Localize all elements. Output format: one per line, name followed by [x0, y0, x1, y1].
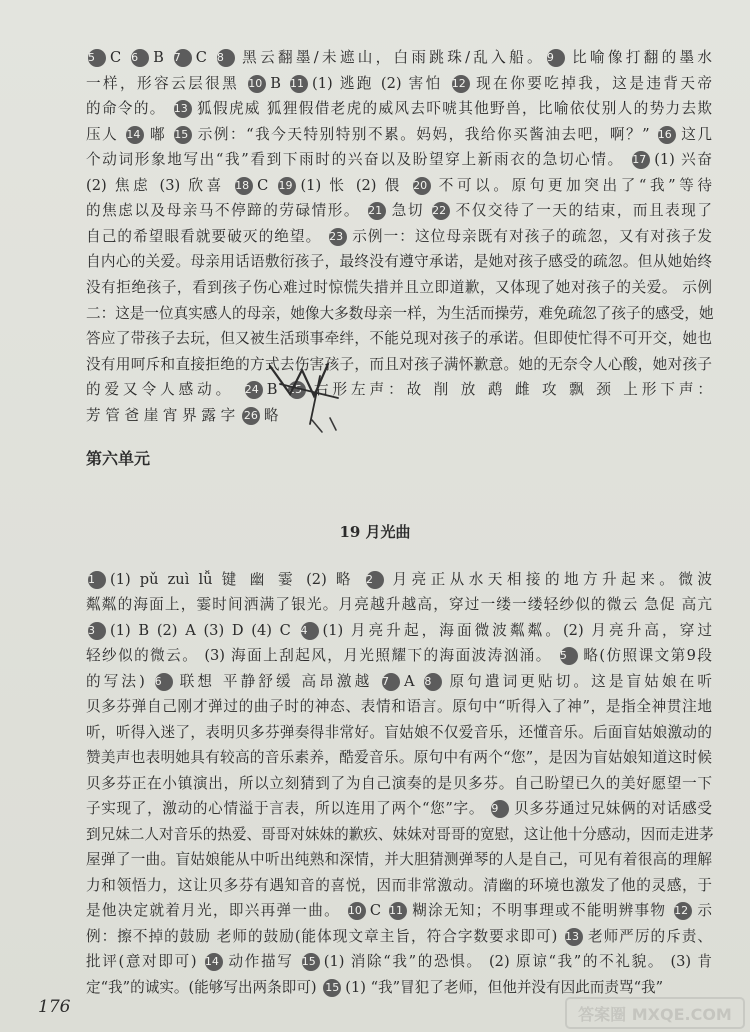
question-number-badge: 9	[547, 49, 565, 67]
text-line	[86, 926, 712, 948]
answer-text: 贝多芬正在小镇演出，所以立刻猜到了为自己演奏的是贝多芬。自己盼望已久的美好愿望一下	[86, 774, 712, 792]
question-number-badge: 23	[329, 228, 347, 246]
question-number-badge: 15	[174, 126, 192, 144]
watermark-logo	[560, 992, 750, 1032]
answer-text: 联想 平静舒缓 高昂激越	[176, 672, 381, 690]
answer-text: (1) 月亮升起，海面微波粼粼。(2) 月亮升高，穿过	[322, 621, 712, 639]
answer-text: 轻纱似的微云。 (3) 海面上刮起风，月光照耀下的海面波涛汹涌。	[86, 647, 558, 665]
answer-text: 老师严厉的斥责、	[586, 927, 712, 945]
answer-text: C	[369, 902, 387, 920]
answer-text: 自己的希望眼看就要破灭的绝望。	[86, 227, 328, 245]
question-number-badge: 14	[205, 953, 223, 971]
text-line	[86, 47, 712, 69]
answer-text: 狐假虎威 狐狸假借老虎的威风去吓唬其他野兽，比喻依仗别人的势力去欺	[195, 100, 712, 118]
question-number-badge: 11	[389, 902, 407, 920]
answer-text: (1) “我”冒犯了老师，但他并没有因此而责骂“我”	[345, 978, 664, 996]
answer-text: 答应了带孩子去玩，但又被生活琐事牵绊，不能兑现对孩子的承诺。但即使忙得不可开交，她也	[86, 330, 712, 348]
text-line	[86, 875, 712, 897]
text-line	[86, 773, 712, 795]
answer-text: 批评(意对即可)	[86, 953, 203, 971]
text-line	[86, 900, 712, 922]
answer-text: 略	[263, 406, 279, 424]
question-number-badge: 25	[288, 381, 306, 399]
answer-text: 到兄妹二人对音乐的热爱、哥哥对妹妹的歉疚、妹妹对哥哥的宽慰，这让他十分感动，因而走进茅	[86, 825, 714, 843]
question-number-badge: 18	[235, 177, 253, 195]
text-line	[86, 696, 712, 718]
text-line	[86, 277, 712, 299]
answer-text: 急切	[390, 202, 431, 220]
answer-text: 的写法)	[86, 672, 153, 690]
answer-text: 月亮正从水天相接的地方升起来。微波	[388, 571, 712, 588]
answer-text: (1) 逃跑 (2) 害怕	[312, 74, 450, 92]
question-number-badge: 15	[302, 953, 320, 971]
answer-text: (1) 消除“我”的恐惧。 (2) 原谅“我”的不礼貌。 (3) 肯	[323, 953, 713, 971]
answer-text: 二：这是一位真实感人的母亲，她像大多数母亲一样，为生活而操劳，难免疏忽了孩子的感受，她	[86, 304, 714, 322]
answer-text: 不仅交待了一天的结束，而且表现了	[454, 202, 712, 220]
answer-text: 现在你要吃掉我，这是违背天帝	[473, 74, 713, 92]
question-number-badge: 7	[382, 673, 400, 691]
answer-text: (1) B (2) A (3) D (4) C	[110, 621, 299, 639]
question-number-badge: 12	[674, 902, 692, 920]
text-line	[86, 798, 712, 820]
answer-text: 是他决定就着月光，即兴再弹一曲。	[86, 902, 346, 920]
text-line	[86, 645, 712, 667]
answer-text: C	[195, 49, 215, 66]
answer-text: 示例：“我今天特别特别不累。妈妈，我给你买酱油去吧，啊？”	[196, 125, 656, 143]
answer-text: 示	[696, 902, 712, 920]
text-line	[86, 747, 712, 769]
answer-text: 听，听得入迷了，表明贝多芬弹奏得非常好。盲姑娘不仅爱音乐，还懂音乐。后面盲姑娘激动的	[86, 723, 712, 741]
question-number-badge: 8	[217, 49, 235, 67]
text-line	[86, 849, 712, 871]
question-number-badge: 6	[155, 673, 173, 691]
text-line	[86, 824, 712, 846]
answer-text: 的爱又令人感动。	[86, 381, 243, 399]
question-number-badge: 10	[348, 902, 366, 920]
answer-text: 例：擦不掉的鼓励 老师的鼓励(能体现文章主旨，符合字数要求即可)	[86, 927, 563, 945]
answer-text: 子实现了，激动的心情溢于言表，所以连用了两个“您”字。	[86, 800, 490, 818]
answer-text: B	[153, 49, 172, 66]
question-number-badge: 17	[632, 151, 650, 169]
text-line	[86, 303, 712, 325]
answer-text: 贝多芬弹自己刚才弹过的曲子时的神态、表情和语言。原句中“听得入了神”，是指全神贯注地	[86, 698, 712, 716]
answer-text: C	[257, 176, 277, 194]
text-line	[86, 951, 712, 973]
text-line	[86, 569, 712, 591]
question-number-badge: 26	[242, 407, 260, 425]
question-number-badge: 16	[658, 126, 676, 144]
text-line	[86, 175, 712, 197]
lesson-title: 19 月光曲	[339, 523, 411, 541]
answer-text: 的命令的。	[86, 100, 172, 118]
answer-text: (2) 焦虑 (3) 欣喜	[86, 176, 234, 194]
answer-text: A	[404, 672, 423, 690]
answer-text: 黑云翻墨/未遮山，白雨跳珠/乱入船。	[238, 49, 545, 66]
answer-text: 定“我”的诚实。(能够写出两条即可)	[86, 978, 322, 996]
text-line	[86, 98, 712, 120]
question-number-badge: 14	[126, 126, 144, 144]
question-number-badge: 24	[245, 381, 263, 399]
text-line	[86, 620, 712, 642]
answer-text: 芳 管 爸 崖 宵 界 露 字	[86, 406, 240, 424]
answer-text: (1) 怅 (2) 偎	[300, 176, 412, 194]
text-line	[86, 200, 712, 222]
answer-text: 贝多芬通过兄妹俩的对话感受	[513, 800, 712, 818]
answer-text: 比喻像打翻的墨水	[568, 49, 712, 66]
text-line	[86, 149, 712, 171]
text-line	[86, 354, 712, 376]
unit-heading: 第六单元	[86, 449, 151, 468]
question-number-badge: 12	[452, 75, 470, 93]
answer-text: 屋弹了一曲。盲姑娘能从中听出纯熟和深情，并大胆猜测弹琴的人是自己，可见有着很高的理解	[86, 851, 712, 869]
question-number-badge: 22	[432, 202, 450, 220]
question-number-badge: 13	[565, 928, 583, 946]
text-line	[86, 671, 712, 693]
answer-text: 嘟	[148, 125, 173, 143]
answer-text: 压人	[86, 125, 125, 143]
answer-text: 粼粼的海面上，霎时间洒满了银光。月亮越升越高，穿过一缕一缕轻纱似的微云 急促 高亢	[86, 596, 712, 614]
question-number-badge: 5	[560, 647, 578, 665]
question-number-badge: 10	[248, 75, 266, 93]
answer-text: 力和领悟力，这让贝多芬有遇知音的喜悦，因而非常激动。清幽的环境也激发了他的灵感，于	[86, 876, 712, 894]
question-number-badge: 6	[131, 49, 149, 67]
svg-text:答案圈 MXQE.COM: 答案圈 MXQE.COM	[578, 1005, 732, 1024]
question-number-badge: 5	[88, 49, 106, 67]
answer-text: 的焦虑以及母亲马不停蹄的劳碌情形。	[86, 202, 367, 220]
question-number-badge: 11	[290, 75, 308, 93]
answer-text: 没有用呵斥和直接拒绝的方式去伤害孩子，而且对孩子满怀歉意。她的无奈令人心酸，她对孩子	[86, 355, 712, 373]
handwritten-scribble	[250, 336, 360, 440]
answer-text: 没有拒绝孩子，看到孩子伤心难过时惊慌失措并且立即道歉，又体现了她对孩子的关爱。 示例	[86, 278, 712, 296]
answer-text: 一样，形容云层很黑	[86, 74, 247, 92]
question-number-badge: 2	[366, 571, 384, 589]
text-line	[86, 124, 712, 146]
text-line	[86, 251, 712, 273]
question-number-badge: 15	[323, 979, 341, 997]
question-number-badge: 20	[413, 177, 431, 195]
question-number-badge: 13	[174, 100, 192, 118]
answer-text: 动作描写	[226, 953, 300, 971]
question-number-badge: 7	[174, 49, 192, 67]
question-number-badge: 3	[88, 622, 106, 640]
text-line	[86, 379, 712, 401]
text-line	[86, 73, 712, 95]
text-line	[86, 328, 712, 350]
text-line	[86, 594, 712, 616]
answer-text: 个动词形象地写出“我”看到下雨时的兴奋以及盼望穿上新雨衣的急切心情。	[86, 151, 631, 169]
answer-text: (1) 兴奋	[654, 151, 712, 169]
page-number: 176	[38, 997, 71, 1017]
answer-text: B	[270, 74, 289, 92]
question-number-badge: 4	[301, 622, 319, 640]
answer-text: 不可以。原句更加突出了“我”等待	[435, 176, 712, 194]
text-line	[86, 722, 712, 744]
text-line	[86, 226, 712, 248]
question-number-badge: 9	[491, 800, 509, 818]
answer-text: 这几	[679, 125, 712, 143]
answer-text: (1) pǔ zuì lǚ 键 幽 霎 (2) 略	[110, 571, 365, 588]
answer-text: 赞美声也表明她具有较高的音乐素养，酷爱音乐。原句中有两个“您”，是因为盲姑娘知道这时候	[86, 749, 712, 767]
answer-text: C	[110, 49, 130, 66]
answer-text: 略(仿照课文第9段	[581, 647, 713, 665]
question-number-badge: 8	[424, 673, 442, 691]
answer-text: 右形左声：故 削 放 鹉 雌 攻 飘 颈 上形下声：	[310, 381, 712, 399]
question-number-badge: 21	[368, 202, 386, 220]
answer-text: B	[266, 381, 287, 399]
question-number-badge: 1	[88, 571, 106, 589]
answer-text: 原句遣词更贴切。这是盲姑娘在听	[446, 672, 712, 690]
answer-text: 糊涂无知；不明事理或不能明辨事物	[410, 902, 673, 920]
question-number-badge: 19	[278, 177, 296, 195]
answer-text: 自内心的关爱。母亲用话语敷衍孩子，最终没有遵守承诺，是她对孩子感受的疏忽。但从她始终	[86, 253, 712, 271]
answer-text: 示例一：这位母亲既有对孩子的疏忽，又有对孩子发	[351, 227, 712, 245]
